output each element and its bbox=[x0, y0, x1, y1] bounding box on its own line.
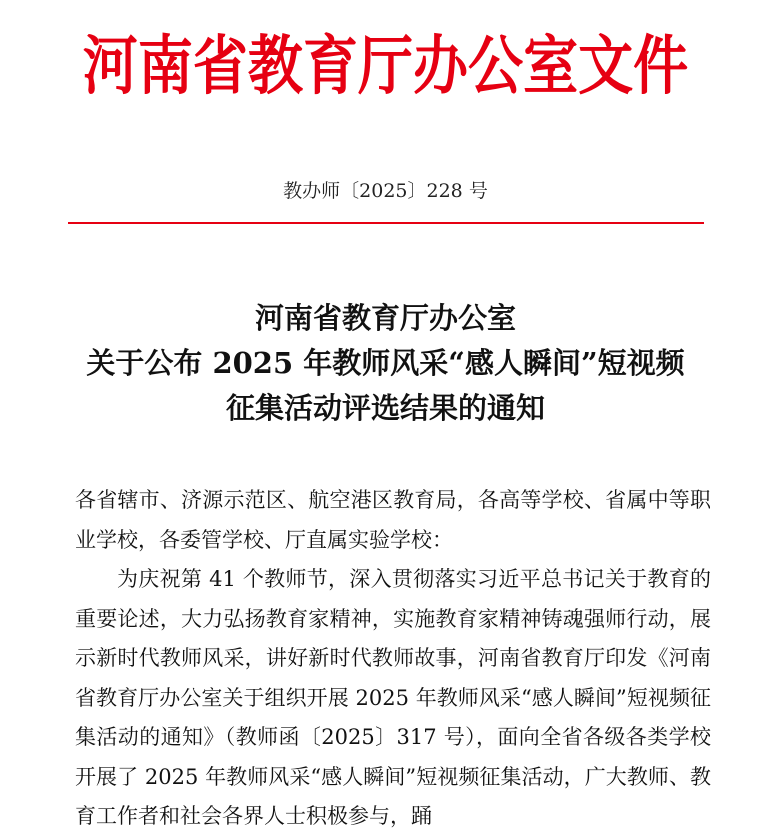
title-line-2: 关于公布 2025 年教师风采“感人瞬间”短视频 bbox=[86, 346, 685, 380]
red-divider-line bbox=[68, 222, 704, 224]
document-number: 教办师〔2025〕228 号 bbox=[283, 180, 488, 202]
title-line-1: 河南省教育厅办公室 bbox=[254, 301, 516, 335]
body-paragraph-1: 为庆祝第 41 个教师节，深入贯彻落实习近平总书记关于教育的重要论述，大力弘扬教育家精神，实施教育家精神铸魂强师行动，展示新时代教师风采，讲好新时代教师故事，河南省教育厅印发《河南省教育厅办公室关于组织开展 2025 年教师风采“感人瞬间”短视频征集活动的通知》（教师函〔2025〕317 号），面向全省各级各类学校开展了 2025 年教师风采“感人瞬间”短视频征集活动，广大教师、教育工作者和社会各界人士积极参与，踊 bbox=[75, 567, 711, 828]
title-line-3: 征集活动评选结果的通知 bbox=[225, 391, 545, 425]
document-title bbox=[0, 296, 771, 431]
salutation-paragraph: 各省辖市、济源示范区、航空港区教育局，各高等学校、省属中等职业学校，各委管学校、厅直属实验学校： bbox=[75, 488, 711, 552]
document-body bbox=[75, 481, 711, 833]
document-masthead: 河南省教育厅办公室文件 bbox=[82, 30, 689, 104]
